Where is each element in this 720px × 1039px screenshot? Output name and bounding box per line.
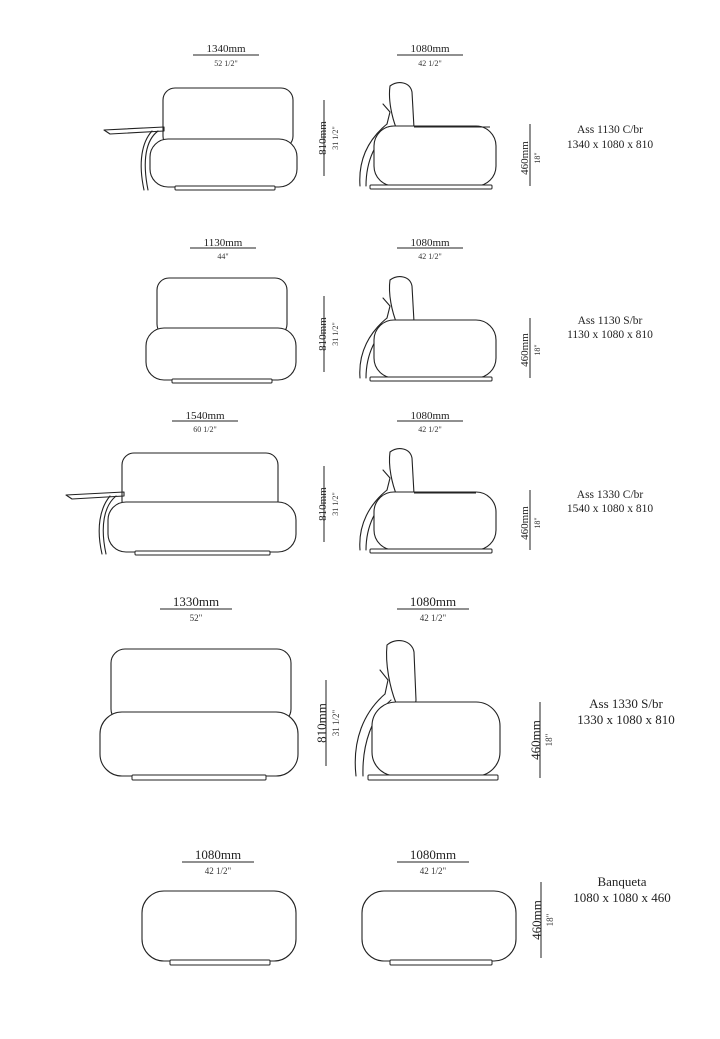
seat-height-dimension — [519, 124, 542, 186]
model-size: 1080 x 1080 x 460 — [573, 890, 671, 905]
side-depth-dimension — [397, 43, 463, 68]
side-view-armchair — [355, 641, 500, 780]
side-depth-inches: 42 1/2" — [418, 59, 442, 68]
height-label: 810mm — [317, 487, 329, 521]
front-width-inches: 52 1/2" — [214, 59, 238, 68]
seat-height-inches: 18" — [545, 913, 555, 927]
height-inches: 31 1/2" — [331, 492, 340, 516]
front-view-armchair — [100, 649, 298, 780]
seat-height-label: 460mm — [528, 720, 543, 760]
side-depth-label: 1080mm — [410, 410, 450, 422]
side-depth-label: 1080mm — [410, 237, 450, 249]
height-inches: 31 1/2" — [331, 126, 340, 150]
side-depth-inches: 42 1/2" — [419, 613, 447, 623]
front-width-label: 1080mm — [194, 847, 242, 862]
seat-height-inches: 18" — [533, 517, 542, 529]
row-banqueta — [142, 847, 671, 965]
row-ass-1130-cbr — [104, 43, 653, 190]
row-ass-1130-sbr — [146, 237, 653, 383]
seat-height-dimension — [528, 702, 554, 778]
model-name: Ass 1130 S/br — [577, 315, 643, 327]
row-ass-1330-cbr — [66, 410, 653, 555]
height-inches: 31 1/2" — [331, 322, 340, 346]
height-dimension — [317, 100, 340, 176]
front-width-label: 1130mm — [203, 237, 243, 249]
seat-height-label: 460mm — [519, 141, 531, 175]
height-inches: 31 1/2" — [331, 709, 341, 737]
front-width-label: 1330mm — [172, 594, 220, 609]
side-depth-label: 1080mm — [409, 594, 457, 609]
side-depth-inches: 42 1/2" — [419, 866, 447, 876]
side-depth-dimension — [397, 410, 463, 434]
front-view-armchair — [146, 278, 296, 383]
height-label: 810mm — [314, 703, 329, 743]
model-name: Banqueta — [597, 874, 647, 889]
model-size: 1540 x 1080 x 810 — [566, 503, 654, 515]
model-name: Ass 1130 C/br — [576, 124, 644, 136]
model-size: 1340 x 1080 x 810 — [566, 139, 654, 151]
front-width-label: 1540mm — [185, 410, 225, 422]
model-size: 1130 x 1080 x 810 — [567, 329, 653, 341]
seat-height-inches: 18" — [533, 152, 542, 164]
side-depth-dimension — [397, 594, 469, 623]
front-width-label: 1340mm — [206, 43, 246, 55]
height-label: 810mm — [317, 317, 329, 351]
side-view-bench — [362, 891, 516, 965]
side-depth-dimension — [397, 237, 463, 261]
front-width-dimension — [160, 594, 232, 623]
front-view-armchair-with-side-table — [66, 453, 296, 555]
side-depth-inches: 42 1/2" — [418, 252, 442, 261]
front-width-inches: 52" — [189, 613, 203, 623]
side-view-armchair — [360, 277, 496, 381]
model-name: Ass 1330 C/br — [576, 489, 644, 501]
height-dimension — [317, 466, 340, 542]
side-view-armchair — [360, 449, 496, 553]
front-width-dimension — [172, 410, 238, 434]
seat-height-label: 460mm — [519, 333, 531, 367]
side-depth-label: 1080mm — [409, 847, 457, 862]
side-depth-dimension — [397, 847, 469, 876]
seat-height-dimension — [519, 490, 542, 550]
front-width-inches: 60 1/2" — [193, 425, 217, 434]
front-width-inches: 44" — [217, 252, 229, 261]
front-view-armchair-with-side-table — [104, 88, 297, 190]
front-width-inches: 42 1/2" — [204, 866, 232, 876]
model-name: Ass 1330 S/br — [589, 696, 663, 711]
height-dimension — [314, 680, 341, 766]
seat-height-dimension — [529, 882, 555, 958]
seat-height-dimension — [519, 318, 542, 378]
row-ass-1330-sbr — [100, 594, 675, 780]
front-width-dimension — [182, 847, 254, 876]
front-width-dimension — [190, 237, 256, 261]
model-size: 1330 x 1080 x 810 — [577, 712, 675, 727]
front-view-bench — [142, 891, 296, 965]
seat-height-label: 460mm — [529, 900, 544, 940]
side-depth-label: 1080mm — [410, 43, 450, 55]
front-width-dimension — [193, 43, 259, 68]
side-depth-inches: 42 1/2" — [418, 425, 442, 434]
seat-height-inches: 18" — [544, 733, 554, 747]
seat-height-inches: 18" — [533, 344, 542, 356]
seat-height-label: 460mm — [519, 506, 531, 540]
height-dimension — [317, 296, 340, 372]
side-view-armchair — [360, 83, 496, 189]
height-label: 810mm — [317, 121, 329, 155]
